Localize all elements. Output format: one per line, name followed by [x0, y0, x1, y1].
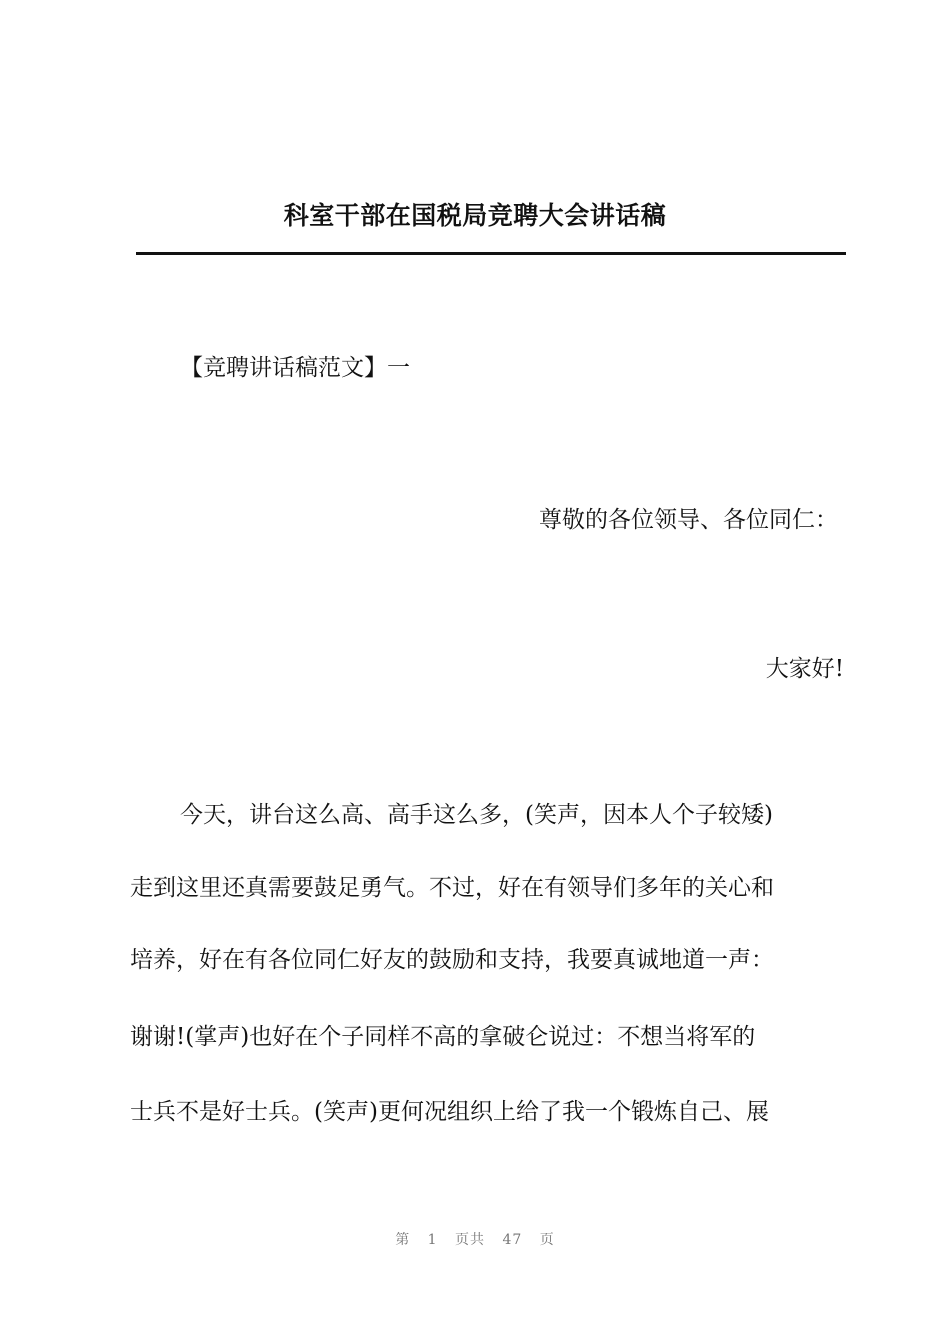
section-heading: 【竞聘讲话稿范文】一 [180, 355, 410, 381]
document-title: 科室干部在国税局竞聘大会讲话稿 [283, 201, 667, 230]
body-line: 走到这里还真需要鼓足勇气。不过，好在有领导们多年的关心和 [130, 875, 774, 901]
title-underline [136, 252, 846, 255]
body-line: 培养，好在有各位同仁好友的鼓励和支持，我要真诚地道一声： [130, 947, 774, 973]
body-line: 谢谢!(掌声)也好在个子同样不高的拿破仑说过：不想当将军的 [130, 1024, 756, 1050]
footer-prefix: 第 [395, 1232, 411, 1248]
footer-page-number: 1 [427, 1232, 438, 1248]
page-footer [0, 1229, 950, 1249]
salutation: 尊敬的各位领导、各位同仁： [539, 507, 838, 533]
greeting: 大家好! [765, 656, 844, 682]
footer-suffix: 页 [539, 1232, 555, 1248]
body-line: 士兵不是好士兵。(笑声)更何况组织上给了我一个锻炼自己、展 [130, 1099, 769, 1125]
footer-middle: 页共 [455, 1232, 486, 1248]
footer-total-pages: 47 [502, 1232, 523, 1248]
body-line: 今天，讲台这么高、高手这么多，(笑声，因本人个子较矮) [180, 802, 773, 828]
